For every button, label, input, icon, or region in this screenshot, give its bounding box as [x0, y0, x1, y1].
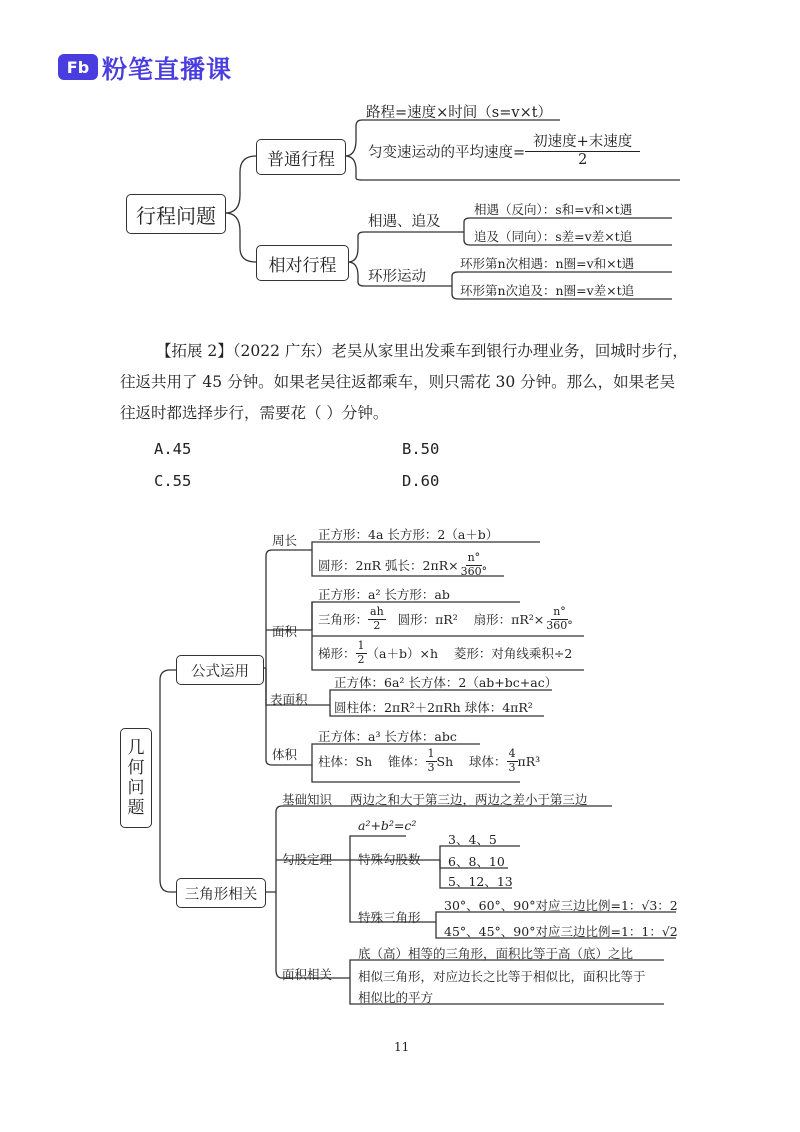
distance-formula: 路程=速度×时间（s=v×t） [366, 105, 553, 121]
special-triangle-45-45-90: 45°、45°、90°对应三边比例=1：1：√2 [444, 924, 678, 939]
sphere-numerator: 4 [508, 747, 516, 760]
pythagorean-formula: a²+b²=c² [358, 818, 417, 833]
mindmap2-branch-triangles [176, 878, 266, 908]
area-line2-a: 三角形： [318, 612, 369, 628]
sector-fraction [544, 606, 575, 632]
cone-fraction [426, 748, 437, 774]
volume-line2 [318, 748, 540, 774]
average-speed-prefix: 匀变速运动的平均速度= [368, 144, 526, 161]
option-d: D.60 [402, 472, 440, 490]
pythagorean-label: 勾股定理 [282, 852, 333, 867]
arc-numerator: n° [467, 551, 481, 564]
question-line2: 往返共用了 45 分钟。如果老吴往返都乘车，则只需花 30 分钟。那么，如果老吴 [120, 373, 676, 391]
average-speed-numerator: 初速度+末速度 [525, 134, 640, 152]
mindmap2-branch-formulas [176, 655, 264, 685]
mindmap1-root [126, 194, 226, 234]
triple-2: 6、8、10 [448, 854, 505, 869]
volume-line2-b: Sh 球体： [436, 754, 507, 770]
option-c: C.55 [154, 472, 192, 490]
circular-meet-formula: 环形第n次相遇：n圈=v和×t遇 [460, 256, 635, 271]
average-speed-formula [368, 134, 640, 168]
trapezoid-numerator: 1 [357, 639, 365, 652]
area-line3 [318, 640, 572, 666]
triangle-numerator: ah [370, 605, 384, 618]
volume-label: 体积 [272, 747, 298, 762]
mindmap2-root [120, 728, 152, 828]
cone-numerator: 1 [427, 747, 435, 760]
question-line1 [156, 336, 688, 367]
volume-line2-c: πR³ [517, 753, 541, 769]
perimeter-label: 周长 [272, 533, 298, 548]
area-line3-a: 梯形： [318, 646, 356, 662]
brand-name: 粉笔直播课 [102, 55, 233, 84]
basic-knowledge-label: 基础知识 [282, 792, 333, 807]
branch-relative-label: 相对行程 [268, 255, 337, 276]
circular-chase-formula: 环形第n次追及：n圈=v差×t追 [460, 283, 635, 298]
meet-chase-label: 相遇、追及 [368, 214, 441, 230]
sector-numerator: n° [553, 605, 566, 618]
mindmap1-root-label: 行程问题 [136, 203, 216, 228]
branch-triangles-label: 三角形相关 [184, 886, 258, 903]
chase-formula: 追及（同向）：s差=v差×t追 [474, 229, 633, 244]
mindmap1-branch-ordinary [256, 139, 346, 175]
area-line3-b: （a＋b）×h 菱形：对角线乘积÷2 [366, 646, 573, 662]
question-text-1: （2022 广东）老吴从家里出发乘车到银行办理业务，回城时步行， [232, 342, 688, 360]
area-line1: 正方形：a² 长方形：ab [318, 587, 450, 602]
meet-formula: 相遇（反向）：s和=v和×t遇 [474, 202, 633, 217]
question-tag: 【拓展 2】 [156, 342, 233, 360]
area-line2 [318, 606, 575, 632]
volume-line1: 正方体：a³ 长方体：abc [318, 729, 457, 744]
area-related-1: 底（高）相等的三角形，面积比等于高（底）之比 [358, 946, 634, 961]
volume-line2-a: 柱体：Sh 锥体： [318, 754, 426, 770]
triple-1: 3、4、5 [448, 832, 497, 847]
sphere-fraction [507, 748, 518, 774]
basic-knowledge-text: 两边之和大于第三边，两边之差小于第三边 [350, 792, 588, 807]
special-numbers-label: 特殊勾股数 [358, 852, 421, 867]
root-char-3: 问 [127, 778, 145, 798]
triangle-area-fraction [368, 606, 386, 632]
arc-denominator: 360° [460, 564, 488, 578]
triple-3: 5、12、13 [448, 874, 513, 889]
branch-formulas-label: 公式运用 [191, 663, 249, 680]
branch-ordinary-label: 普通行程 [267, 149, 335, 170]
special-triangle-30-60-90: 30°、60°、90°对应三边比例=1：√3：2 [444, 898, 678, 913]
triangle-denominator: 2 [373, 618, 381, 632]
option-b: B.50 [402, 440, 440, 458]
surface-line2: 圆柱体：2πR²＋2πRh 球体：4πR² [334, 700, 533, 715]
average-speed-denominator: 2 [578, 151, 588, 168]
area-related-label: 面积相关 [282, 967, 333, 982]
mindmap1-branch-relative [256, 245, 349, 281]
area-related-2: 相似三角形，对应边长之比等于相似比，面积比等于 [358, 969, 646, 984]
perimeter-line2-prefix: 圆形：2πR 弧长：2πR× [318, 558, 459, 574]
surface-area-label: 表面积 [270, 692, 308, 707]
logo-mark-text: Fb [66, 58, 90, 77]
perimeter-line1: 正方形：4a 长方形：2（a＋b） [318, 527, 499, 542]
question-line3: 往返时都选择步行，需要花（ ）分钟。 [120, 404, 389, 422]
trapezoid-fraction [356, 640, 367, 666]
trapezoid-denominator: 2 [357, 652, 365, 666]
root-char-4: 题 [127, 798, 145, 818]
area-related-3: 相似比的平方 [358, 990, 434, 1005]
surface-line1: 正方体：6a² 长方体：2（ab+bc+ac） [334, 675, 558, 690]
average-speed-fraction [525, 134, 640, 168]
root-char-1: 几 [127, 738, 145, 758]
perimeter-line2 [318, 552, 489, 578]
special-triangles-label: 特殊三角形 [358, 910, 421, 925]
area-label: 面积 [272, 624, 298, 639]
sector-denominator: 360° [546, 618, 573, 632]
circular-motion-label: 环形运动 [368, 269, 426, 285]
cone-denominator: 3 [427, 760, 435, 774]
sphere-denominator: 3 [508, 760, 516, 774]
page-number: 11 [394, 1040, 410, 1054]
area-line2-b: 圆形：πR² 扇形：πR²× [385, 612, 545, 628]
option-a: A.45 [154, 440, 192, 458]
arc-fraction [459, 552, 490, 578]
root-char-2: 何 [127, 758, 145, 778]
